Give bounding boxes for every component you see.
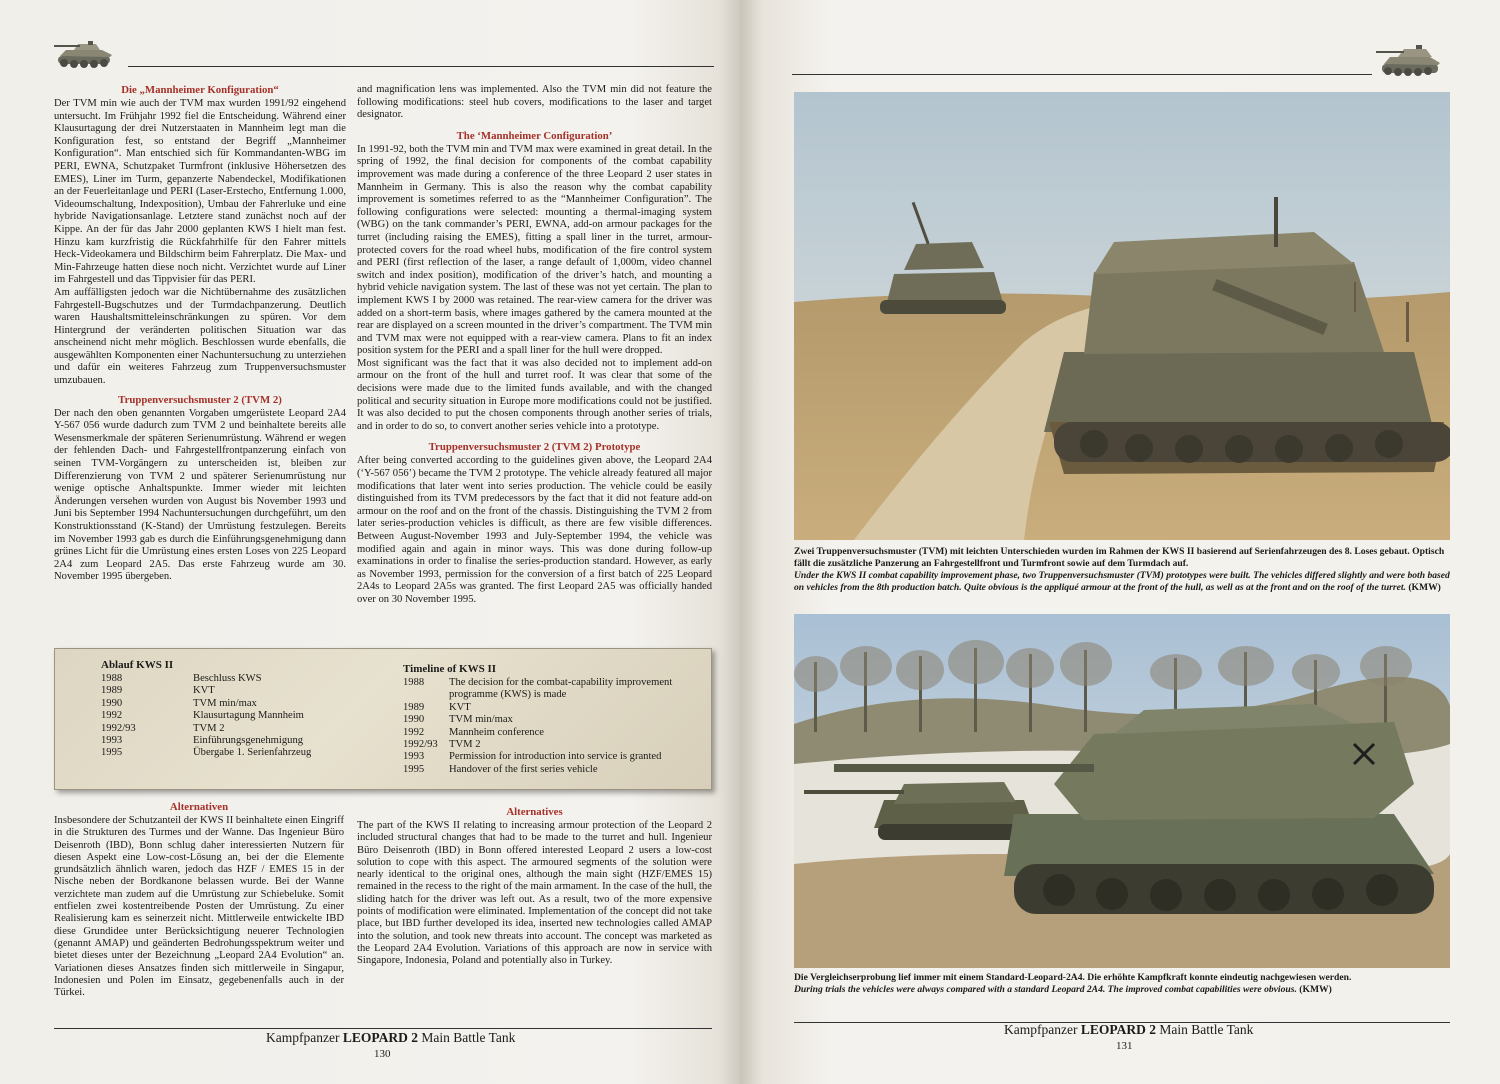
section-heading: Alternatives [506,806,563,818]
timeline-year: 1988 [403,677,425,688]
footer-rule [54,1028,712,1029]
section-heading: Die „Mannheimer Konfiguration“ [121,84,279,96]
left-page [0,0,740,1084]
paragraph: and magnification lens was implemented. Also the TVM min did not feature the following modifications: steel hub covers, modifications to the laser and target designator. [357,84,712,121]
paragraph: Most significant was the fact that it was also decided not to implement add-on armour on the front of the hull and turret roof. It was clear that some of the decisions were made due to the limited funds available, and with the changed political and security situation in Europe more modifications could not be justified. It was also decided to put the chosen components through another series of trials, and in order to do so, to convert another series vehicle into a prototype. [357,357,712,432]
timeline-event: The decision for the combat-capability improvement programme (KWS) is made [449,677,673,701]
alternatives-english [357,806,712,968]
timeline-row [403,714,701,726]
section-heading: Truppenversuchsmuster 2 (TVM 2) [118,393,282,406]
right-page [740,0,1500,1084]
timeline-year: 1990 [101,697,123,709]
timeline-event: Übergabe 1. Serienfahrzeug [193,747,312,759]
timeline-box [54,648,712,790]
timeline-year: 1989 [403,701,425,713]
timeline-year: 1992/93 [101,722,136,734]
timeline-event: Permission for introduction into service is granted [449,751,662,763]
paragraph: Der TVM min wie auch der TVM max wurden 1991/92 eingehend untersucht. Im Frühjahr 1992 fiel die Entscheidung. Während einer Klausurtagung der drei Nutzerstaaten in Mannheim legt man die Konfiguration fest, so entstand der Begriff „Mannheimer Konfiguration“. Man entschied sich für Kommandanten-WBG im PERI, EWNA, Schutzpaket Turmfront (inklusive Höhersetzen des EMES), Liner im Turm, gepanzerte Nabendeckel, Modifikationen an der Feuerleitanlage und PERI (Laser-Erstecho, Entfernung 1.000, Videoumschaltung, Indexposition), Umbau der Fahrerluke und eine hybride Navigationsanlage. Letztere stand zunächst noch auf der Kippe. An der für das Jahr 2000 geplanten KWS I hielt man fest. Hinzu kam kurzfristig die Rückfahrhilfe für den Fahrer mittels Heck-Videokamera und Bildschirm beim Fahrerplatz. Die Max- und Min-Fahrzeuge hatten diese noch nicht. Verzichtet wurde auf Liner im Fahrgestell und das Tippvisier für das PERI. [54,98,346,286]
paragraph: After being converted according to the guidelines given above, the Leopard 2A4 (‘Y-567 056’) became the TVM 2 prototype. The vehicle already featured all major modifications that later went into series production. The vehicle could be easily distinguished from its TVM predecessors by the fact that it did not feature add-on armour on the roof and on the front of the chassis. Distinguishing the TVM 2 from later series-production vehicles is difficult, as there are few visible differences. Between August-November 1993 and July-September 1994, the vehicle was modified again and again in minor ways. This was done during follow-up examinations in order to finalise the series-production standard. However, as early as November 1993, permission for the conversion of a first batch of 225 Leopard 2A4s to Leopard 2A5s was granted. The first Leopard 2A5 was officially handed over on 30 November 1995. [357,455,712,605]
timeline-row [403,764,701,776]
timeline-year: 1993 [101,735,123,747]
timeline-row [403,727,701,739]
photo-tvm-prototypes [794,92,1450,540]
timeline-row [101,723,361,735]
timeline-year: 1989 [101,685,123,697]
photo-caption-2 [794,972,1450,996]
timeline-year: 1992 [403,726,425,738]
timeline-event: TVM 2 [193,722,225,734]
alternatives-german [54,801,344,999]
header-rule [128,66,714,67]
timeline-row [403,739,701,751]
paragraph: Am auffälligsten jedoch war die Nichtübernahme des zusätzlichen Fahrgestell-Bugschutzes und der Turmdachpanzerung. Deutlich waren Haushaltsmitteleinschränkungen zu spüren. Vor dem Hintergrund der veränderten politischen Situation war das anscheinend nicht mehr möglich. Beschlossen wurde ebenfalls, die ausgewählten Komponenten einer Nachuntersuchung zu unterziehen und dafür ein weiteres Fahrzeug zum Truppenversuchsmuster umzubauen. [54,286,346,387]
timeline-year: 1992 [101,710,123,722]
timeline-table-english [403,677,701,776]
timeline-row [101,735,361,747]
timeline-title-german: Ablauf KWS II [101,659,174,671]
section-heading: Alternativen [169,801,229,813]
footer-book-title: Kampfpanzer LEOPARD 2 Main Battle Tank [1004,1022,1254,1037]
timeline-event: Klausurtagung Mannheim [193,710,304,722]
paragraph: The part of the KWS II relating to increasing armour protection of the Leopard 2 included structural changes that had to be made to the turret and hull. Ingenieur Büro Deisenroth (IBD) in Bonn offered interested Leopard 2 users a low-cost solution to cope with this aspect. The armoured segments of the solution were nearly identical to the original ones, although the main sight (HZF/EMES 15) remained in the recess to the right of the main armament. In the case of the hull, the sliding hatch for the driver was left out. As a result, two of the more expensive points of modification were eliminated. Implementation of the concept did not take place, but IBD further developed its idea, inserted new technologies called AMAP into the solution, and took new threats into account. The concept was marketed as the Leopard 2A4 Evolution. Variations of this approach are now in service with Singapore, Indonesia, Poland and potentially also in Turkey. [357,820,712,967]
section-heading: The ‘Mannheimer Configuration’ [456,129,613,142]
header-rule [792,74,1372,75]
timeline-year: 1995 [403,763,425,775]
caption-german: Zwei Truppenversuchsmuster (TVM) mit leichten Unterschieden wurden im Rahmen der KWS II basierend auf Serienfahrzeugen des 8. Loses gebaut. Optisch fällt die zusätzliche Panzerung an Fahrgestellfront und Turmfront sowie auf dem Turmdach auf. [794,546,1445,569]
timeline-table-german [101,673,361,760]
timeline-row [101,673,361,685]
column-german [54,84,346,584]
timeline-row [101,685,361,697]
timeline-row [101,747,361,759]
tank-photo-2 [794,614,1450,968]
photo-comparison-trials [794,614,1450,968]
caption-german: Die Vergleichserprobung lief immer mit einem Standard-Leopard-2A4. Die erhöhte Kampfkraft konnte eindeutig nachgewiesen werden. [794,972,1352,983]
timeline-event: TVM min/max [449,714,513,726]
paragraph: Der nach den oben genannten Vorgaben umgerüstete Leopard 2A4 Y-567 056 wurde dadurch zum TVM 2 und beinhaltete bereits alle Wesensmerkmale der späteren Serienumrüstung. Während er wegen der fehlenden Dach- und Fahrgestellfrontpanzerung einfach von seinen TVM-Vorgängern zu unterscheiden ist, bleiben zur Differenzierung von TVM 2 und späterer Serienumrüstung nur wenige optische Anhaltspunkte. Immer wieder mit leichten Änderungen versehen wurden von August bis November 1993 und Juni bis September 1994 Nachuntersuchungen durchgeführt, um den Konstruktionsstand (K-Stand) der Umrüstung festzulegen. Bereits im November 1993 gab es durch die Einführungsgenehmigung dann grünes Licht für die Umrüstung eines ersten Loses von 225 Leopard 2A4 zum Leopard 2A5. Das erste Fahrzeug wurde am 30. November 1995 übergeben. [54,407,346,583]
timeline-event: KVT [449,701,471,713]
page-number: 130 [374,1048,391,1060]
timeline-row [403,751,701,763]
timeline-event: TVM min/max [193,697,257,709]
paragraph: In 1991-92, both the TVM min and TVM max were examined in great detail. In the spring of 1992, the final decision for components of the combat capability improvement was made during a conference of the three Leopard 2 user states in Mannheim in Germany. This is also the reason why the combat capability improvement is sometimes referred to as the “Mannheimer Configuration”. The following configurations were selected: mounting a thermal-imaging system (WBG) on the tank commander’s PERI, EWNA, add-on armour packages for the turret (including raising the EMES), fitting a spall liner in the turret, armour-protected covers for the road wheel hubs, modification of the fire control system and PERI (first reflection of the laser, a range default of 1,000m, video channel switch and index position), modification of the driver’s hatch, and mounting a hybrid vehicle navigation system. The last of these was not yet certain. The plan to implement KWS I by 2000 was retained. The rear-view camera for the driver was added on a short-term basis, where images gathered by the camera mounted at the rear are displayed on a screen mounted in the driver’s compartment. The TVM min and TVM max were not equipped with a rear-view camera. Plans to fit an index position system for the PERI and a spall liner for the hull were dropped. [357,143,712,357]
timeline-title-english: Timeline of KWS II [403,663,497,675]
timeline-row [403,702,701,714]
timeline-year: 1995 [101,747,123,759]
timeline-row [101,710,361,722]
timeline-event: Einführungsgenehmigung [193,735,304,747]
timeline-year: 1992/93 [403,739,438,751]
section-heading: Truppenversuchsmuster 2 (TVM 2) Prototype [428,441,641,454]
timeline-event: Mannheim conference [449,726,545,738]
caption-english: Under the KWS II combat capability improvement phase, two Truppenversuchsmuster (TVM) prototypes were built. The vehicles differed slightly and were both based on vehicles from the 8th production batch. Quite obvious is the appliqué armour at the front of the hull, as well as at the front and on the roof of the turret. (KMW) [794,570,1450,593]
timeline-year: 1993 [403,751,425,763]
timeline-row [101,698,361,710]
column-english [357,84,712,607]
timeline-year: 1988 [101,673,123,684]
tank-silhouette-icon-right [1374,40,1450,80]
caption-english: During trials the vehicles were always compared with a standard Leopard 2A4. The improved combat capabilities were obvious. (KMW) [794,984,1332,995]
timeline-row [403,677,701,702]
page-number: 131 [1116,1040,1133,1052]
timeline-event: Handover of the first series vehicle [449,763,598,775]
timeline-event: KVT [193,685,215,697]
timeline-event: TVM 2 [449,739,481,751]
tank-silhouette-icon-left [52,36,122,72]
photo-caption-1 [794,546,1450,594]
footer-book-title: Kampfpanzer LEOPARD 2 Main Battle Tank [266,1030,516,1045]
paragraph: Insbesondere der Schutzanteil der KWS II beinhaltete einen Eingriff in die Strukturen des Turmes und der Wanne. Das Ingenieur Büro Deisenroth (IBD), Bonn schlug daher interessierten Nutzern für diesen Aspekt eine Low-cost-Lösung an, bei der die Elemente grundsätzlich ähnlich waren, jedoch das HZF / EMES 15 in der Nische neben der Bordkanone belassen wurde. Bei der Wanne verzichtete man zudem auf die Umrüstung zur Schiebeluke. Somit entfielen zwei kostentreibende Posten der Umrüstung. Zu einer Realisierung kam es seinerzeit nicht. Mittlerweile entwickelte IBD diese Grundidee unter Berücksichtigung neuerer Technologien (genannt AMAP) und geänderten Bedrohungsspektrum weiter und bietet dieses unter der Bezeichnung „Leopard 2A4 Evolution“ an. Variationen dieses Ansatzes finden sich mittlerweile in Singapur, Indonesien und Polen im Einsatz, gegebenenfalls auch in der Türkei. [54,815,344,999]
tank-photo-1 [794,92,1450,540]
timeline-year: 1990 [403,714,425,726]
timeline-event: Beschluss KWS [193,673,262,684]
